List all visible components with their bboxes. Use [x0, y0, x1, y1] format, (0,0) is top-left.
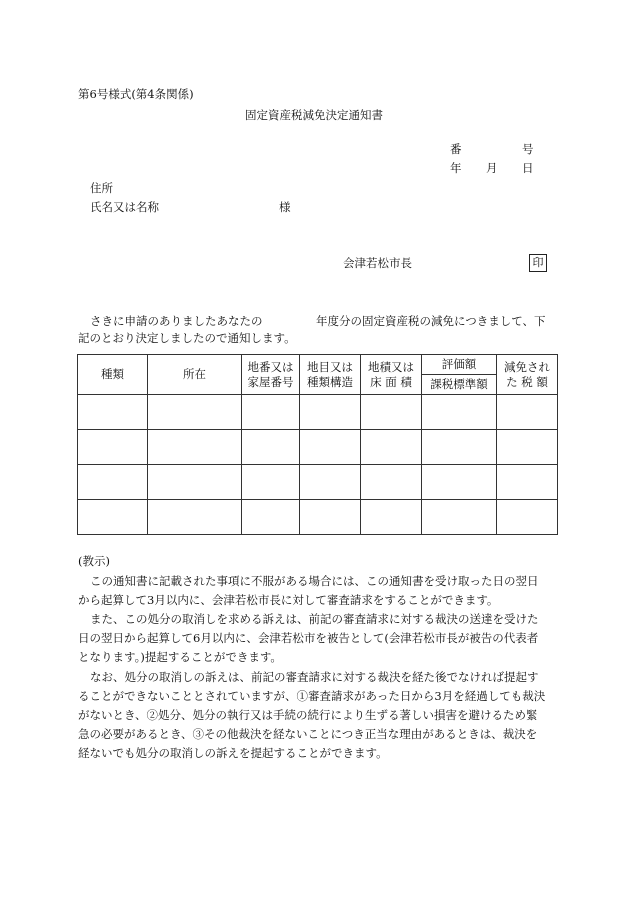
intro-part1: さきに申請のありましたあなたの: [90, 314, 263, 328]
table-row: [78, 500, 558, 535]
table-cell: [422, 395, 497, 430]
table-cell: [422, 465, 497, 500]
header-exempted-line1: 減免され: [504, 359, 550, 374]
table-cell: [422, 430, 497, 465]
table-cell: [148, 430, 242, 465]
header-tax-base: 課税標準額: [422, 375, 497, 395]
header-area-line2: 床 面 積: [370, 374, 412, 389]
property-table: [77, 354, 558, 535]
notice-heading: (教示): [78, 554, 110, 568]
honorific-sama: 様: [279, 200, 291, 214]
header-exempted-tax: [497, 355, 558, 395]
table-cell: [78, 395, 148, 430]
table-cell: [148, 500, 242, 535]
table-cell: [78, 500, 148, 535]
table-cell: [497, 500, 558, 535]
document-number-go: 号: [522, 142, 534, 156]
table-cell: [361, 430, 422, 465]
table-cell: [242, 465, 300, 500]
notice-line: また、この処分の取消しを求める訴えは、前記の審査請求に対する裁決の送達を受けた: [90, 612, 539, 626]
notice-line: ることができないこととされていますが、①審査請求があった日から3月を経過しても裁決: [78, 689, 546, 703]
table-cell: [361, 395, 422, 430]
header-lot-number: [242, 355, 300, 395]
table-row: [78, 430, 558, 465]
table-cell: [300, 430, 361, 465]
table-cell: [361, 465, 422, 500]
table-cell: [78, 465, 148, 500]
header-category: [300, 355, 361, 395]
date-month: 月: [486, 161, 498, 175]
table-cell: [422, 500, 497, 535]
notice-line: から起算して3月以内に、会津若松市長に対して審査請求をすることができます。: [78, 593, 499, 607]
header-area-line1: 地積又は: [368, 359, 414, 374]
table-cell: [300, 500, 361, 535]
notice-line: 経ないでも処分の取消しの訴えを提起することができます。: [78, 746, 388, 760]
notice-line: 急の必要があるとき、③その他裁決を経ないことにつき正当な理由があるときは、裁決を: [78, 727, 538, 741]
header-category-line2: 種類構造: [307, 374, 353, 389]
document-title: 固定資産税減免決定通知書: [245, 108, 383, 122]
notice-line: となります。)提起することができます。: [78, 650, 282, 664]
table-cell: [300, 465, 361, 500]
table-cell: [497, 430, 558, 465]
table-cell: [497, 395, 558, 430]
table-cell: [242, 430, 300, 465]
document-number-ban: 番: [450, 142, 462, 156]
date-year: 年: [450, 161, 462, 175]
table-cell: [148, 395, 242, 430]
header-exempted-line2: た 税 額: [506, 374, 548, 389]
table-cell: [148, 465, 242, 500]
name-label: 氏名又は名称: [90, 200, 159, 214]
notice-line: この通知書に記載された事項に不服がある場合には、この通知書を受け取った日の翌日: [90, 574, 539, 588]
header-lot-line1: 地番又は: [247, 359, 294, 374]
table-row: [78, 465, 558, 500]
header-location: 所在: [148, 355, 242, 395]
header-area: [361, 355, 422, 395]
table-cell: [242, 500, 300, 535]
seal-stamp: 印: [529, 254, 547, 272]
table-cell: [78, 430, 148, 465]
header-category-line1: 地目又は: [307, 359, 353, 374]
address-label: 住所: [90, 181, 113, 195]
table-cell: [242, 395, 300, 430]
date-day: 日: [522, 161, 534, 175]
intro-line2: 記のとおり決定しましたので通知します。: [78, 331, 296, 345]
header-lot-line2: 家屋番号: [247, 374, 294, 389]
header-kind: 種類: [78, 355, 148, 395]
notice-line: なお、処分の取消しの訴えは、前記の審査請求に対する裁決を経た後でなければ提起す: [90, 670, 539, 684]
table-cell: [300, 395, 361, 430]
notice-line: がないとき、②処分、処分の執行又は手続の続行により生ずる著しい損害を避けるため緊: [78, 708, 538, 722]
table-row: [78, 395, 558, 430]
issuer-mayor: 会津若松市長: [343, 256, 412, 270]
table-cell: [361, 500, 422, 535]
form-number-label: 第6号様式(第4条関係): [78, 87, 194, 101]
intro-part2: 年度分の固定資産税の減免につきまして、下: [316, 314, 546, 328]
table-cell: [497, 465, 558, 500]
notice-line: 日の翌日から起算して6月以内に、会津若松市を被告として(会津若松市長が被告の代表者: [78, 631, 539, 645]
header-assessed-value: 評価額: [422, 355, 497, 375]
